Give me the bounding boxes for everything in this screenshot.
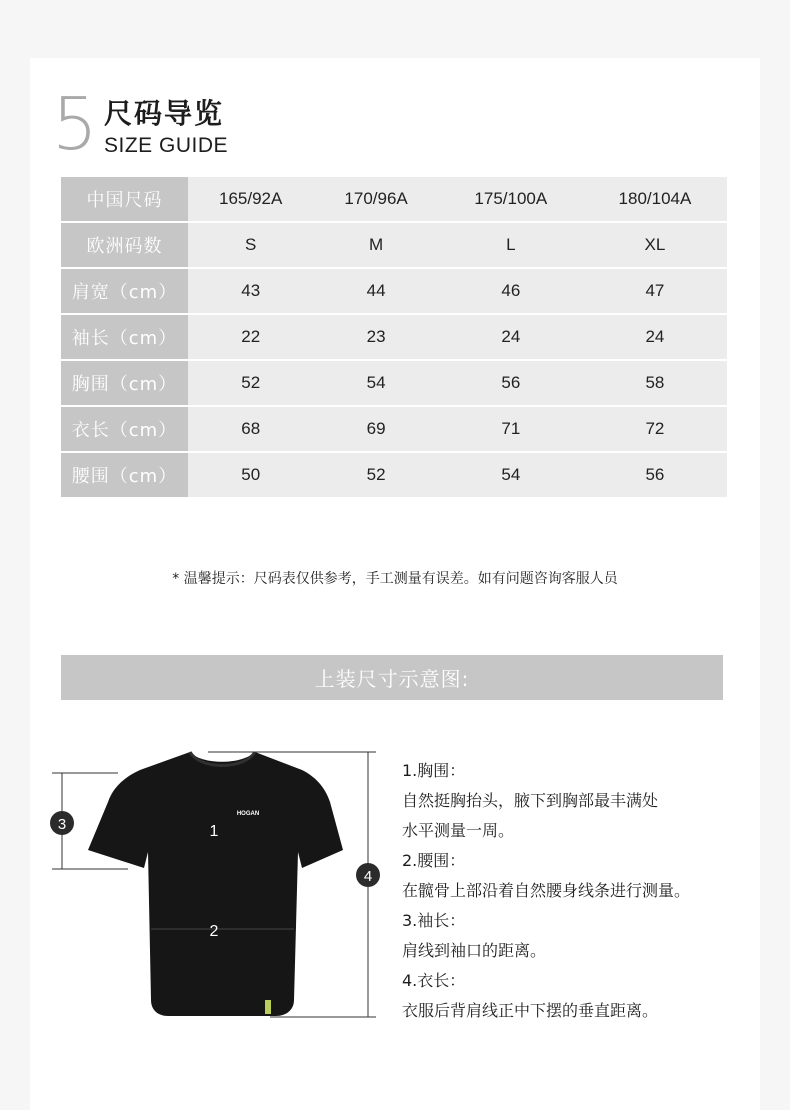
table-cell: 72: [583, 407, 727, 451]
row-header: 中国尺码: [61, 177, 188, 221]
table-cell: 56: [583, 453, 727, 497]
explanation-line: 肩线到袖口的距离。: [402, 941, 547, 960]
table-cell: 56: [439, 361, 583, 405]
table-cell: 68: [188, 407, 313, 451]
explanation-line: 1.胸围：: [402, 761, 466, 780]
marker-length: 4: [363, 868, 373, 885]
table-cell: 24: [583, 315, 727, 359]
table-cell: 54: [439, 453, 583, 497]
shirt-logo: HOGAN: [236, 811, 260, 817]
marker-chest: 1: [209, 823, 219, 840]
row-header: 腰围（cm）: [61, 453, 188, 497]
hem-tag: [265, 1000, 271, 1014]
table-cell: 69: [313, 407, 438, 451]
row-header: 欧洲码数: [61, 223, 188, 267]
page-subtitle: SIZE GUIDE: [104, 134, 229, 157]
table-cell: L: [439, 223, 583, 267]
table-cell: 52: [313, 453, 438, 497]
section-number: 5: [52, 82, 98, 166]
explanation-line: 在髋骨上部沿着自然腰身线条进行测量。: [402, 881, 691, 900]
tshirt-illustration: [88, 752, 343, 1016]
diagram-banner: 上装尺寸示意图:: [61, 655, 723, 700]
table-cell: 71: [439, 407, 583, 451]
row-header: 衣长（cm）: [61, 407, 188, 451]
table-cell: 180/104A: [583, 177, 727, 221]
size-note: * 温馨提示：尺码表仅供参考，手工测量有误差。如有问题咨询客服人员: [172, 571, 618, 587]
table-cell: 50: [188, 453, 313, 497]
explanation-line: 衣服后背肩线正中下摆的垂直距离。: [402, 1001, 659, 1020]
table-cell: 23: [313, 315, 438, 359]
row-header: 肩宽（cm）: [61, 269, 188, 313]
table-cell: 24: [439, 315, 583, 359]
marker-sleeve: 3: [57, 816, 67, 833]
marker-waist: 2: [209, 923, 219, 940]
table-cell: 170/96A: [313, 177, 438, 221]
explanation-line: 自然挺胸抬头，腋下到胸部最丰满处: [402, 791, 659, 810]
table-cell: 47: [583, 269, 727, 313]
table-cell: S: [188, 223, 313, 267]
table-cell: M: [313, 223, 438, 267]
measurement-explanations: [402, 756, 782, 1026]
table-cell: 58: [583, 361, 727, 405]
explanation-line: 2.腰围：: [402, 851, 466, 870]
table-cell: 54: [313, 361, 438, 405]
explanation-line: 4.衣长：: [402, 971, 466, 990]
table-cell: 165/92A: [188, 177, 313, 221]
table-cell: 175/100A: [439, 177, 583, 221]
table-cell: XL: [583, 223, 727, 267]
table-cell: 52: [188, 361, 313, 405]
page-title: 尺码导览: [104, 97, 225, 130]
explanation-line: 3.袖长：: [402, 911, 466, 930]
table-cell: 43: [188, 269, 313, 313]
table-cell: 22: [188, 315, 313, 359]
row-header: 袖长（cm）: [61, 315, 188, 359]
row-header: 胸围（cm）: [61, 361, 188, 405]
explanation-line: 水平测量一周。: [402, 821, 515, 840]
table-cell: 44: [313, 269, 438, 313]
table-cell: 46: [439, 269, 583, 313]
